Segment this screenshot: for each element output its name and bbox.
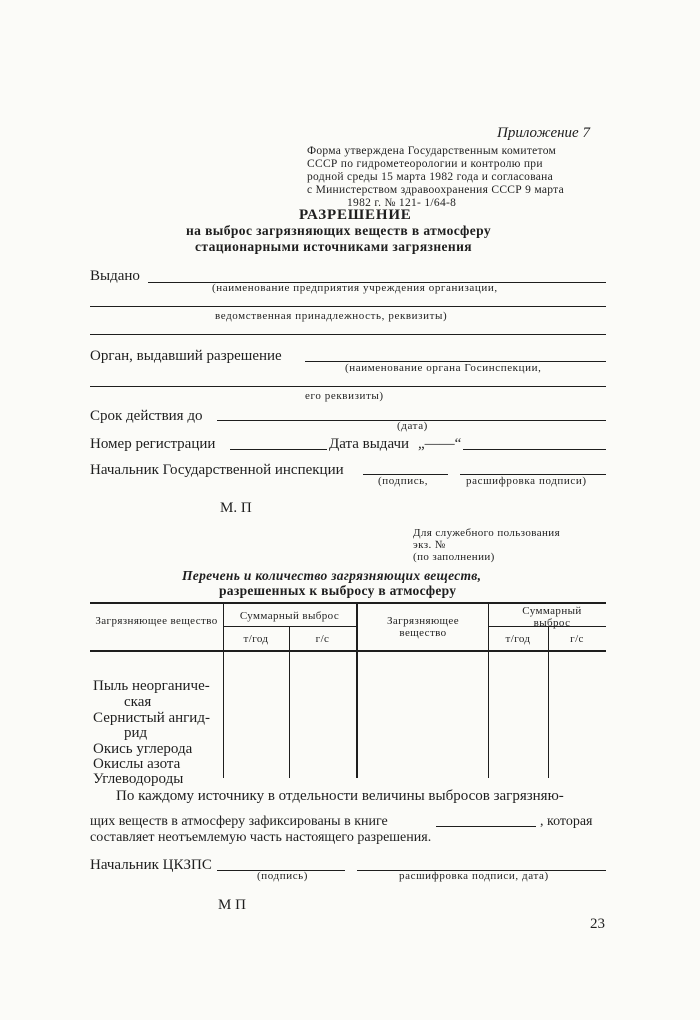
ckzps-sign-caption: (подпись) [257,870,309,882]
col-header-gs-2: г/с [570,633,584,645]
ckzps-stamp-label: М П [218,897,246,913]
book-field-line[interactable] [436,826,536,827]
page-number: 23 [590,916,605,932]
issued-caption-2: ведомственная принадлежность, реквизиты) [215,310,448,322]
official-use-fill-line: (по заполнении) [413,551,495,563]
table-col-divider [356,603,358,778]
approval-line: Форма утверждена Государственным комитетом [307,145,557,157]
authority-label: Орган, выдавший разрешение [90,348,282,364]
col-header-total-2: Суммарный выброс [522,605,582,629]
approval-line: СССР по гидрометеорологии и контролю при [307,158,543,170]
official-use-line: Для служебного пользования [413,527,561,539]
table-col-divider [223,603,224,778]
footer-paragraph: По каждому источнику в отдельности величины выбросов загрязняю- [116,788,564,804]
date-caption: (дата) [397,420,428,432]
authority-field-line-2[interactable] [90,386,606,387]
approval-line: 1982 г. № 121- 1/64-8 [347,197,457,209]
table-top-border [90,602,606,604]
ckzps-chief-label: Начальник ЦКЗПС [90,857,212,873]
document-subtitle: на выброс загрязняющих веществ в атмосферу [186,223,491,238]
approval-note [307,145,607,210]
stamp-label: М. П [220,500,252,516]
table-col-divider [289,627,290,778]
registration-label: Номер регистрации [90,436,216,452]
document-subtitle-2: стационарными источниками загрязнения [195,239,472,254]
col-header-total: Суммарный выброс [239,610,340,622]
sign-caption: (подпись, [378,475,429,487]
table-row: ская [124,694,152,710]
table-row: Окись углерода [93,741,193,757]
table-col-divider [548,627,549,778]
col-header-tyear: т/год [243,633,269,645]
table-col-divider [488,603,489,778]
approval-line: родной среды 15 марта 1982 года и согласована [307,171,554,183]
authority-caption: (наименование органа Госинспекции, [345,362,542,374]
list-subtitle: разрешенных к выбросу в атмосферу [219,583,457,598]
approval-line: с Министерством здравоохранения СССР 9 марта [307,184,565,196]
table-row: Углеводороды [93,771,184,787]
issue-date-field-line[interactable] [463,449,606,450]
issued-label: Выдано [90,268,140,284]
chief-inspection-label: Начальник Государственной инспекции [90,462,344,478]
authority-caption-2: его реквизиты) [305,390,384,402]
table-row: Сернистый ангид- [93,710,210,726]
issued-field-line-3[interactable] [90,334,606,335]
col-header-gs: г/с [315,633,330,645]
official-use-copy-line: экз. № [413,539,446,551]
issue-date-label: Дата выдачи [329,436,410,452]
table-row: рид [124,725,148,741]
registration-field-line[interactable] [230,449,327,450]
footer-paragraph-2b: , которая [540,814,593,829]
official-use-note [413,527,560,563]
col-header-pollutant: Загрязняющее вещество [95,615,218,627]
decode-caption: расшифровка подписи) [466,475,587,487]
issued-caption: (наименование предприятия учреждения организации, [212,282,498,294]
footer-paragraph-2: щих веществ в атмосферу зафиксированы в книге [90,814,388,829]
list-title: Перечень и количество загрязняющих веществ, [182,568,482,583]
footer-paragraph-3: составляет неотъемлемую часть настоящего разрешения. [90,830,432,845]
table-row: Пыль неорганиче- [93,678,210,694]
issued-field-line-2[interactable] [90,306,606,307]
col-header-tyear-2: т/год [505,633,531,645]
table-row: Окислы азота [93,756,181,772]
document-title: РАЗРЕШЕНИЕ [299,207,412,223]
issue-date-marks: „——“ [418,436,462,452]
col-header-pollutant-2: Загрязняющее вещество [386,615,459,639]
table-header-border [90,650,606,652]
ckzps-decode-caption: расшифровка подписи, дата) [399,870,549,882]
appendix-label: Приложение 7 [497,125,590,141]
validity-label: Срок действия до [90,408,203,424]
